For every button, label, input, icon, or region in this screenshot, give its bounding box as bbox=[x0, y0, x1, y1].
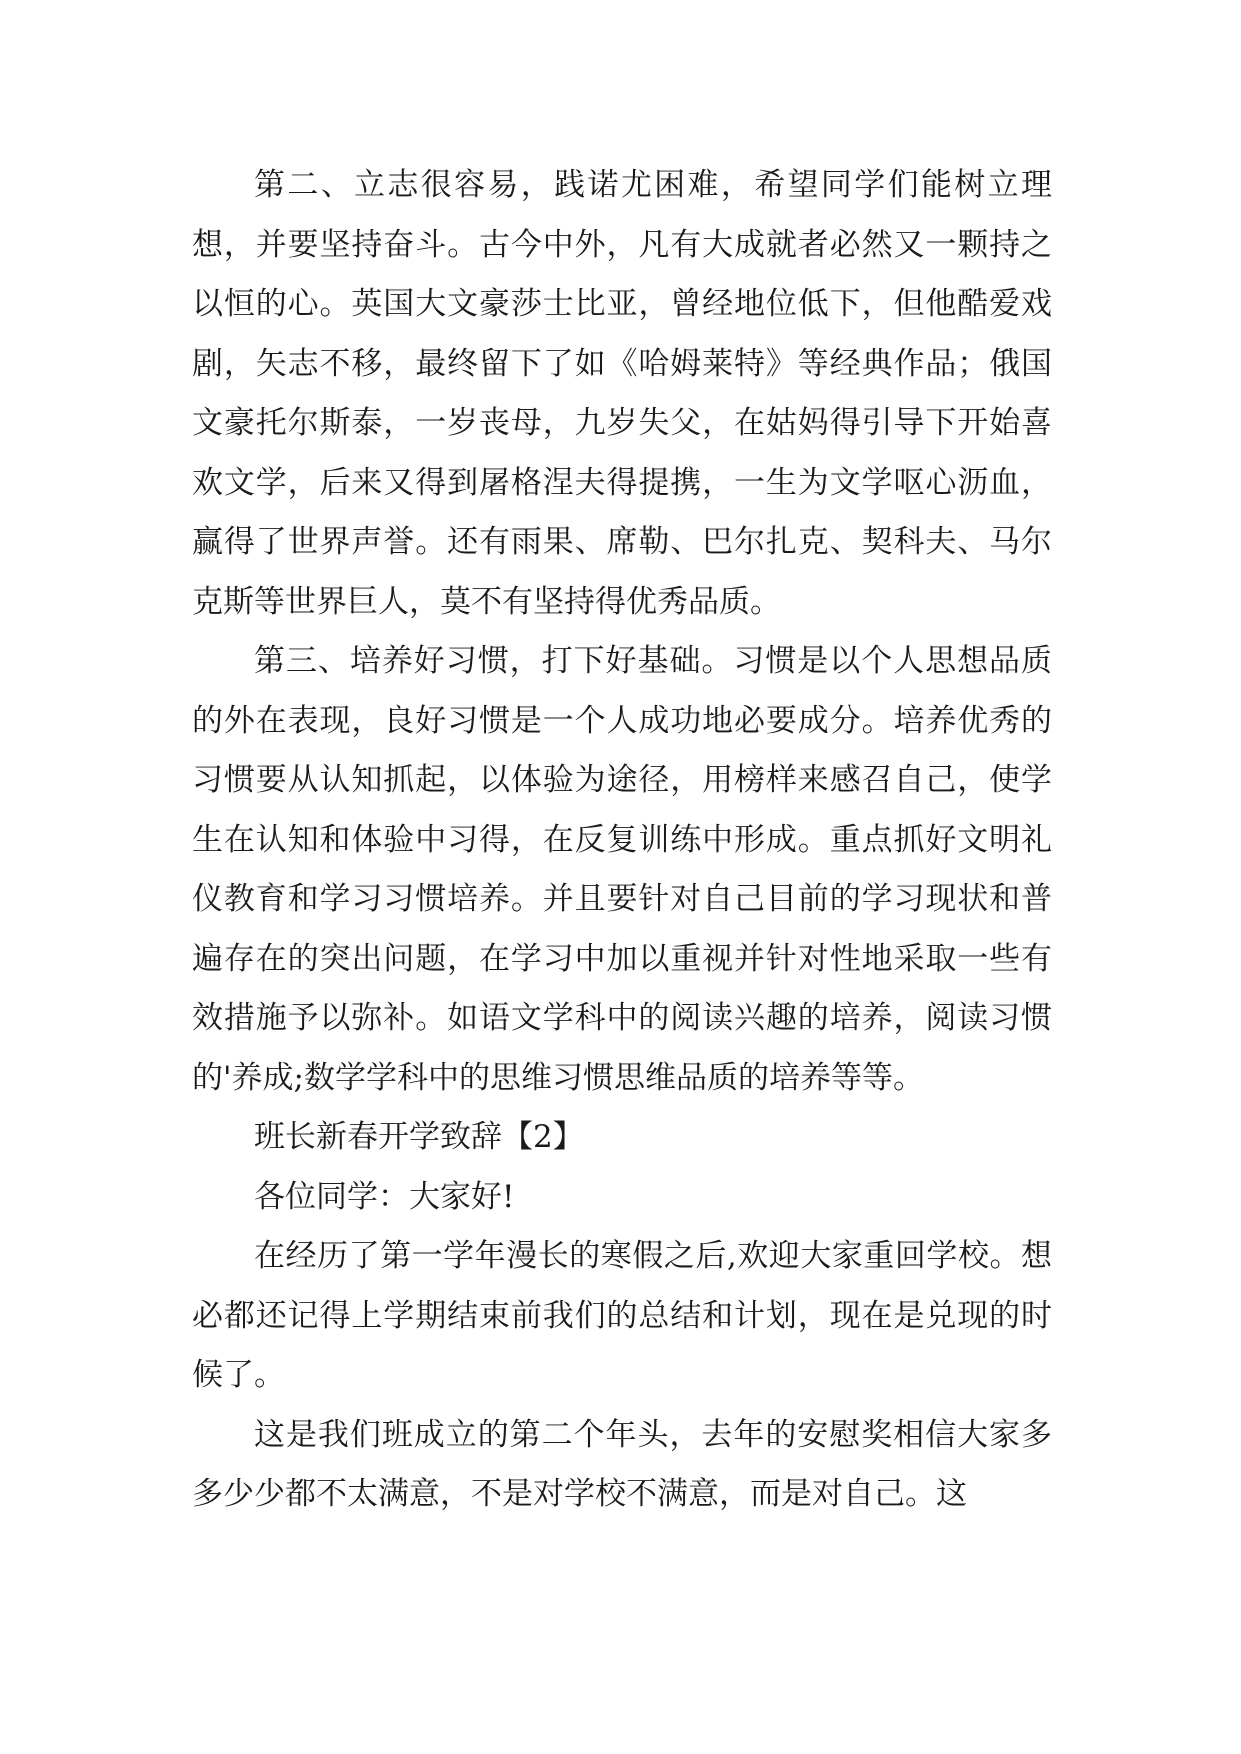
greeting: 各位同学：大家好! bbox=[254, 1178, 515, 1215]
paragraph-second-point: 第二、立志很容易，践诺尤困难，希望同学们能树立理想，并要坚持奋斗。古今中外，凡有大成就者必然又一颗持之以恒的心。英国大文豪莎士比亚，曾经地位低下，但他酷爱戏剧，矢志不移，最终留下了如《哈姆莱特》等经典作品；俄国文豪托尔斯泰，一岁丧母，九岁失父，在姑妈得引导下开始喜欢文学，后来又得到屠格涅夫得提携，一生为文学呕心沥血，赢得了世界声誉。还有雨果、席勒、巴尔扎克、契科夫、马尔克斯等世界巨人，莫不有坚持得优秀品质。 bbox=[192, 167, 1052, 620]
paragraph-welcome: 在经历了第一学年漫长的寒假之后,欢迎大家重回学校。想必都还记得上学期结束前我们的总结和计划，现在是兑现的时候了。 bbox=[192, 1238, 1052, 1393]
paragraph-third-point: 第三、培养好习惯，打下好基础。习惯是以个人思想品质的外在表现，良好习惯是一个人成功地必要成分。培养优秀的习惯要从认知抓起，以体验为途径，用榜样来感召自己，使学生在认知和体验中习得，在反复训练中形成。重点抓好文明礼仪教育和学习习惯培养。并且要针对自己目前的学习现状和普遍存在的突出问题，在学习中加以重视并针对性地采取一些有效措施予以弥补。如语文学科中的阅读兴趣的培养，阅读习惯的'养成;数学学科中的思维习惯思维品质的培养等等。 bbox=[192, 643, 1052, 1096]
document-page bbox=[192, 156, 1052, 1525]
section-heading: 班长新春开学致辞【2】 bbox=[254, 1119, 584, 1155]
paragraph-second-year: 这是我们班成立的第二个年头，去年的安慰奖相信大家多多少少都不太满意，不是对学校不满意，而是对自己。这 bbox=[192, 1416, 1052, 1512]
